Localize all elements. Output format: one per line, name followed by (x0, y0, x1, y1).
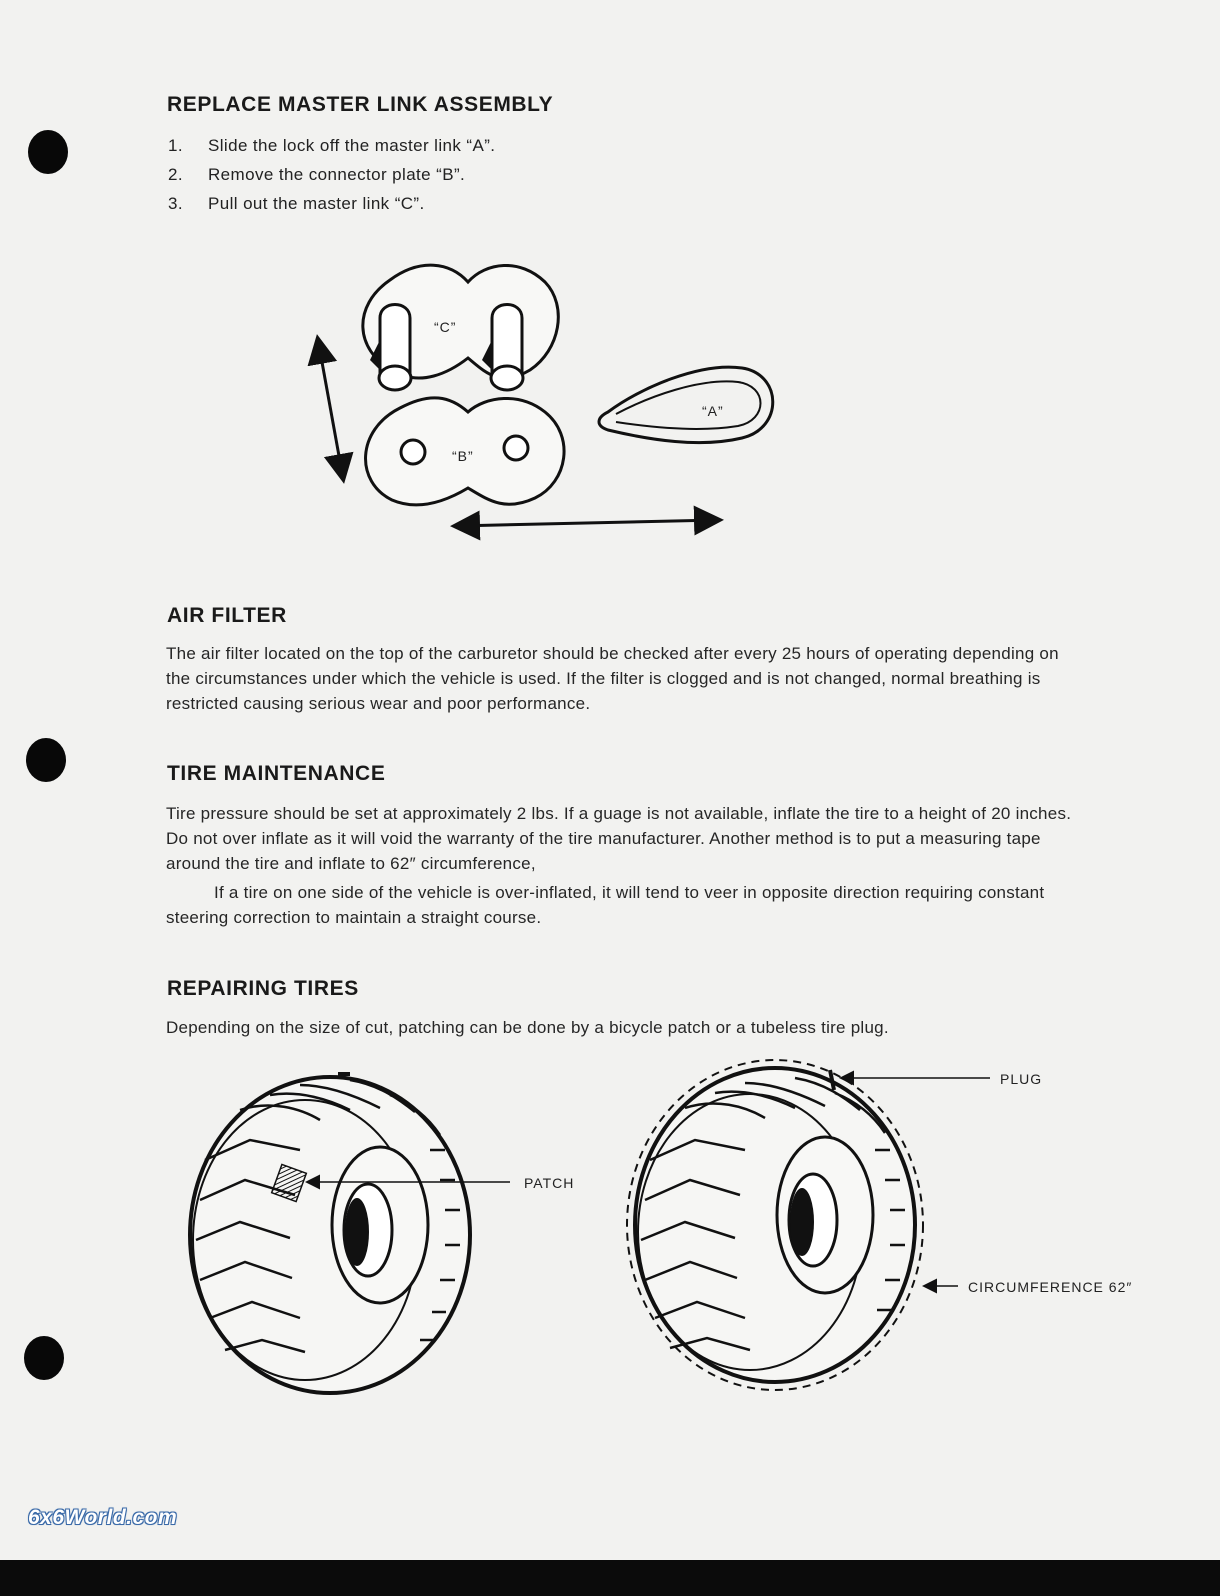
tire-with-patch (190, 1074, 470, 1393)
circumference-label: CIRCUMFERENCE 62″ (968, 1279, 1133, 1295)
label-b: “B” (452, 448, 474, 464)
tire-with-plug (627, 1060, 923, 1390)
tire-maintenance-heading: TIRE MAINTENANCE (167, 762, 386, 785)
site-watermark: 6x6World.com (28, 1506, 178, 1529)
step-item: 2. Remove the connector plate “B”. (168, 165, 466, 184)
label-c: “C” (434, 319, 457, 335)
step-item: 1. Slide the lock off the master link “A”. (168, 136, 496, 155)
label-a: “A” (702, 403, 724, 419)
master-link-heading: REPLACE MASTER LINK ASSEMBLY (167, 93, 554, 116)
step-item: 3. Pull out the master link “C”. (168, 194, 425, 213)
tire-maintenance-text-1: Tire pressure should be set at approximately 2 lbs. If a guage is not available, inflate the tire to a height of 20 inches. Do not over inflate as it will void the warranty of the tire manufacturer. Another method is to put a measuring tape around the tire and inflate to 62″ circumference, (166, 804, 1072, 873)
scan-bottom-border (0, 1560, 1220, 1596)
repairing-tires-text: Depending on the size of cut, patching can be done by a bicycle patch or a tubeless tire plug. (166, 1018, 889, 1037)
plug-label: PLUG (1000, 1071, 1043, 1087)
repairing-tires-heading: REPAIRING TIRES (167, 977, 359, 1000)
patch-label: PATCH (524, 1175, 575, 1191)
tire-maintenance-text-2: If a tire on one side of the vehicle is over-inflated, it will tend to veer in opposite direction requiring constant steering correction to maintain a straight course. (166, 883, 1045, 927)
air-filter-text: The air filter located on the top of the carburetor should be checked after every 25 hours of operating depending on the circumstances under which the vehicle is used. If the filter is clogged and is not changed, normal breathing is restricted causing serious wear and poor performance. (166, 644, 1059, 713)
air-filter-heading: AIR FILTER (167, 604, 287, 627)
